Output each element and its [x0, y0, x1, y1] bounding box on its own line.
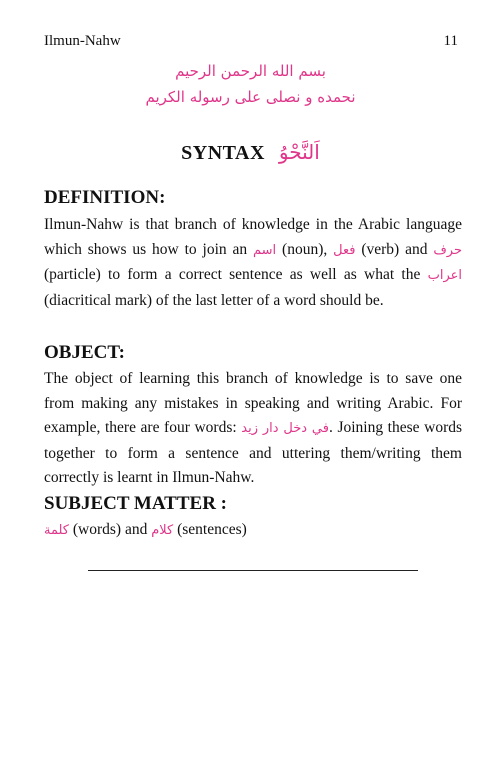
object-heading: OBJECT:	[44, 342, 125, 363]
definition-heading: DEFINITION:	[44, 187, 166, 208]
arabic-kalima: كلمة	[44, 523, 69, 538]
salutation: نحمده و نصلى على رسوله الكريم	[145, 88, 356, 106]
arabic-fil: فعل	[333, 242, 356, 258]
subject-text-2: (sentences)	[173, 521, 247, 538]
arabic-harf: حرف	[433, 242, 463, 258]
subject-matter-heading: SUBJECT MATTER :	[44, 493, 227, 514]
page-title	[0, 140, 501, 165]
definition-text-1: Ilmun-Nahw is that branch of knowledge in the Arabic language which shows us how to join an	[44, 216, 462, 258]
subject-text-1: (words) and	[68, 521, 152, 538]
bismillah: بسم الله الرحمن الرحيم	[175, 62, 326, 80]
page-number: 11	[443, 33, 458, 49]
arabic-ism: اسم	[253, 242, 277, 258]
running-header-title: Ilmun-Nahw	[44, 33, 121, 49]
arabic-kalam: كلام	[151, 523, 174, 538]
definition-paragraph	[44, 213, 462, 313]
object-text-2: . Joining these words together to form a sentence and uttering them/writing them correctly is learnt in Ilmun-Nahw.	[44, 419, 463, 486]
subject-matter-line	[44, 518, 462, 544]
title-arabic: اَلنَّحْوُ	[278, 140, 320, 164]
definition-text-3: (verb) and	[355, 240, 434, 258]
arabic-example-words: في دخل دار زيد	[241, 421, 329, 436]
title-english: SYNTAX	[181, 142, 265, 164]
arabic-irab: اعراب	[427, 268, 462, 283]
definition-text-5: (diacritical mark) of the last letter of a word should be.	[44, 291, 384, 309]
object-text-1: The object of learning this branch of knowledge is to save one from making any mistakes in speaking and writing Arabic. For example, there are four words:	[44, 370, 462, 436]
definition-text-2: (noun),	[276, 240, 334, 258]
object-paragraph	[44, 367, 462, 491]
section-divider	[88, 570, 418, 571]
definition-text-4: (particle) to form a correct sentence as well as what the	[44, 266, 428, 283]
